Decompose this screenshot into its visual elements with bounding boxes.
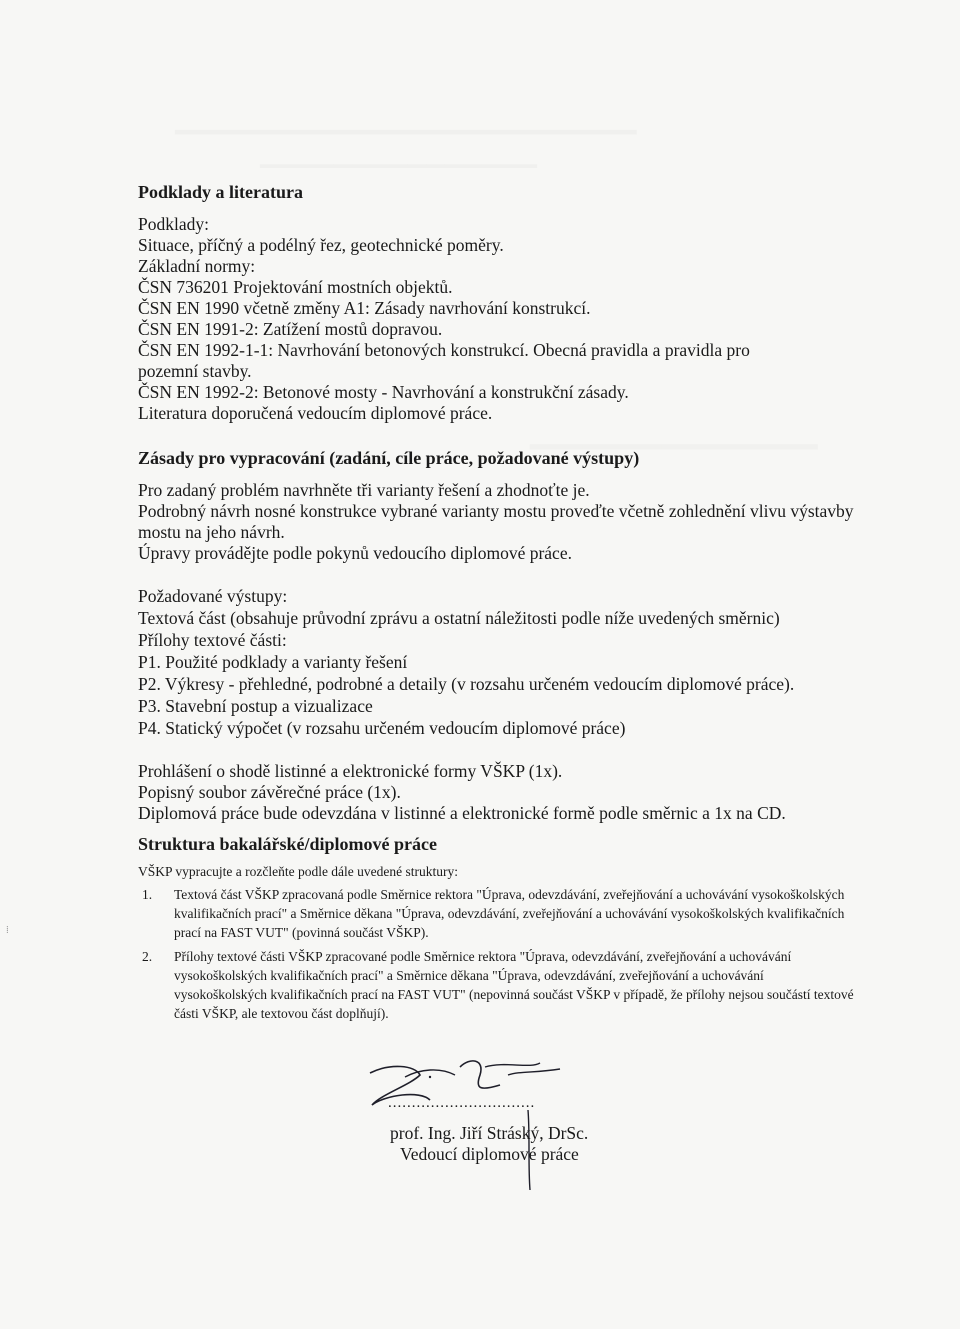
text-line: P4. Statický výpočet (v rozsahu určeném vedoucím diplomové práce) [138,718,626,738]
section-heading-struktura: Struktura bakalářské/diplomové práce [138,834,438,854]
show-through-text: ▁▁▁▁▁▁▁▁▁▁▁▁▁▁▁▁▁▁▁▁ [175,101,637,134]
text-line: Literatura doporučená vedoucím diplomové práce. [138,403,493,423]
show-through-text: ▁▁▁▁▁▁▁▁▁▁▁ [530,411,818,449]
text-line: ČSN EN 1991-2: Zatížení mostů dopravou. [138,319,443,339]
struktura-intro: VŠKP vypracujte a rozčleňte podle dále uvedené struktury: [138,864,459,879]
signatory-role: Vedoucí diplomové práce [400,1144,579,1164]
text-line: P3. Stavební postup a vizualizace [138,696,373,716]
list-item [138,885,858,942]
text-line: ČSN 736201 Projektování mostních objektů. [138,277,453,297]
signatory-name: prof. Ing. Jiří Stráský, DrSc. [390,1123,589,1143]
text-line: ČSN EN 1990 včetně změny A1: Zásady navrhování konstrukcí. [138,298,591,318]
text-line: Textová část (obsahuje průvodní zprávu a ostatní náležitosti podle níže uvedených směrnic) [138,608,780,628]
text-line: P1. Použité podklady a varianty řešení [138,652,408,672]
text-line: Základní normy: [138,256,256,276]
text-line: Pro zadaný problém navrhněte tři varianty řešení a zhodnoťte je. [138,480,590,500]
text-line: P2. Výkresy - přehledné, podrobné a detaily (v rozsahu určeném vedoucím diplomové práce). [138,674,795,694]
text-line: Popisný soubor závěrečné práce (1x). [138,782,401,802]
text-line: Podrobný návrh nosné konstrukce vybrané varianty mostu proveďte včetně zohlednění vlivu výstavby mostu na jeho návrh. [138,501,854,542]
show-through-text: ▁▁▁▁▁▁▁▁▁▁▁▁▁▁▁ [260,141,537,168]
section-heading-podklady: Podklady a literatura [138,182,303,202]
text-line: ČSN EN 1992-1-1: Navrhování betonových konstrukcí. Obecná pravidla a pravidla pro pozemní stavby. [138,340,750,381]
list-item-text: Textová část VŠKP zpracovaná podle Směrnice rektora "Úprava, odevzdávání, zveřejňování a uchovávání vysokoškolských kvalifikačních prací" a Směrnice děkana "Úprava, odevzdávání, zveřejňování a uchovávání vysokoškolských kvalifikačních prací na FAST VUT" (povinná součást VŠKP). [174,887,845,940]
text-line: ČSN EN 1992-2: Betonové mosty - Navrhování a konstrukční zásady. [138,382,629,402]
text-line: Požadované výstupy: [138,586,288,606]
signature-line: ............................... [388,1095,536,1111]
list-item-text: Přílohy textové části VŠKP zpracované podle Směrnice rektora "Úprava, odevzdávání, zveřejňování a uchovávání vysokoškolských kvalifikačních prací" a Směrnice děkana "Úprava, odevzdávání, zveřejňování a uchovávání vysokoškolských kvalifikačních prací na FAST VUT" (nepovinná součást VŠKP v případě, že přílohy nejsou součástí textové části VŠKP, ale textovou část doplňují). [174,949,854,1021]
text-line: Diplomová práce bude odevzdána v listinné a elektronické formě podle směrnic a 1x na CD. [138,803,786,823]
struktura-list [138,885,858,1023]
text-line: Podklady: [138,214,209,234]
text-line: Přílohy textové části: [138,630,287,650]
document-content [138,180,858,1028]
scan-artifact: ⁞ [6,925,9,936]
section-heading-zasady: Zásady pro vypracování (zadání, cíle práce, požadované výstupy) [138,448,640,468]
signature-block [360,1055,640,1205]
list-item-number: 2. [142,949,153,964]
text-line: Situace, příčný a podélný řez, geotechnické poměry. [138,235,504,255]
text-line: Úpravy provádějte podle pokynů vedoucího diplomové práce. [138,543,572,563]
list-item-number: 1. [142,887,153,902]
text-line: Prohlášení o shodě listinné a elektronické formy VŠKP (1x). [138,761,563,781]
list-item [138,947,858,1023]
